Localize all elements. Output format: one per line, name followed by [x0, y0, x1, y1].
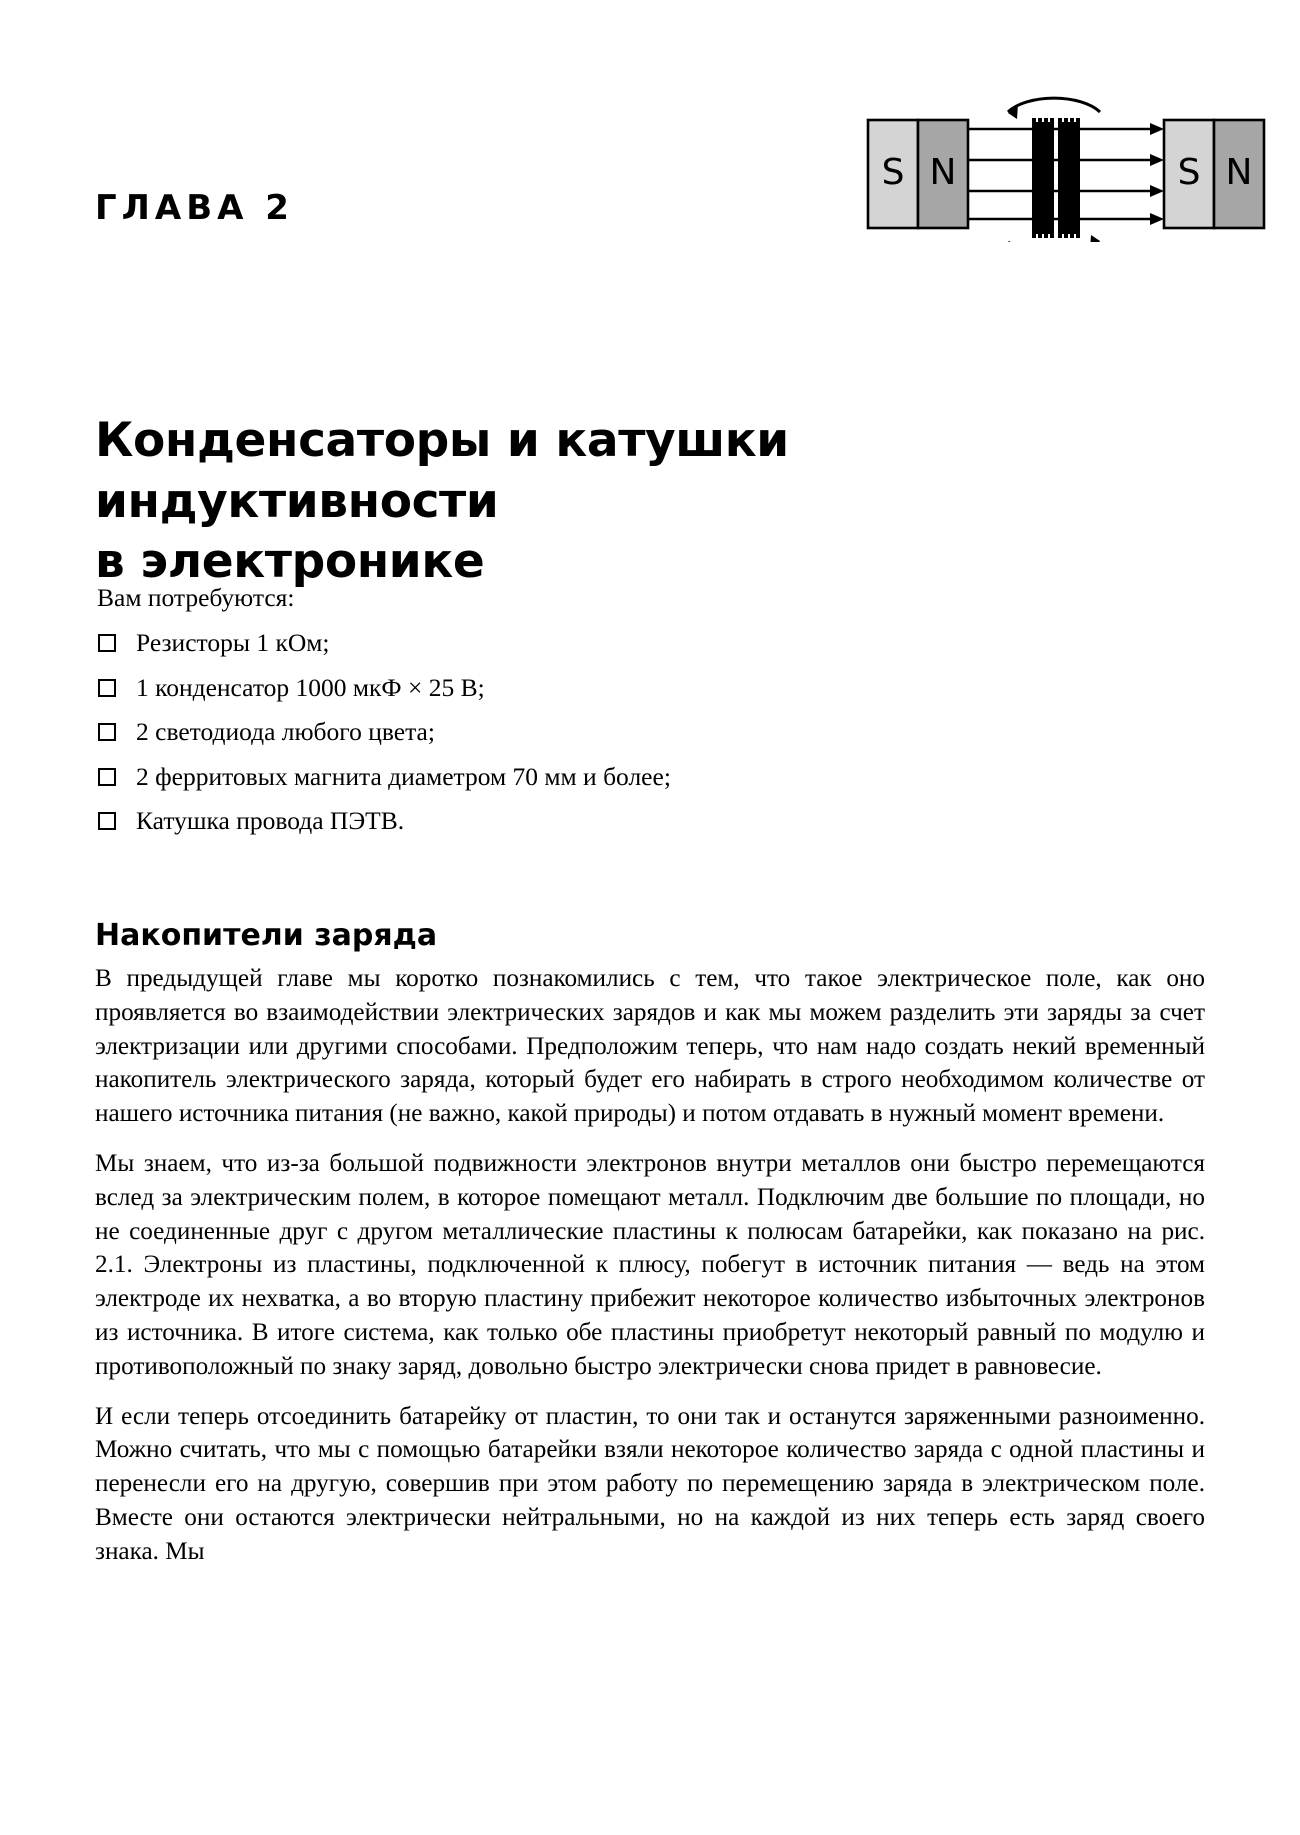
requirements-intro: Вам потребуются: — [97, 583, 295, 612]
rotation-arrow-bottom-head — [1090, 235, 1100, 242]
checkbox-icon — [98, 768, 116, 786]
list-item-label: 2 светодиода любого цвета; — [136, 717, 435, 746]
checkbox-icon — [98, 679, 116, 697]
requirements-list — [97, 630, 1047, 853]
list-item — [97, 630, 1047, 656]
field-arrowheads — [1150, 123, 1164, 225]
chapter-title — [95, 411, 1105, 591]
paragraph: И если теперь отсоединить батарейку от пластин, то они так и останутся заряженными разноименно. Можно считать, что мы с помощью батарейки взяли некоторое количество заряда с одной пластины и перенесли его на другую, совершив при этом работу по перемещению заряда в электрическом поле. Вместе они остаются электрически нейтральными, но на каждой из них теперь есть заряд своего знака. Мы — [95, 1402, 1205, 1565]
list-item — [97, 761, 1047, 791]
paragraph: Мы знаем, что из-за большой подвижности электронов внутри металлов они быстро перемещаются вслед за электрическим полем, в которое помещают металл. Подключим две большие по площади, но не соединенные друг с другом металлические пластины к полюсам батарейки, как показано на рис. 2.1. Электроны из пластины, подключенной к плюсу, побегут в источник питания — ведь на этом электроде их нехватка, а во вторую пластину прибежит некоторое количество избыточных электронов из источника. В итоге система, как только обе пластины приобретут некоторый равный по модулю и противоположный по знаку заряд, довольно быстро электрически снова придет в равновесие. — [95, 1149, 1205, 1380]
left-magnet-north-label: N — [929, 152, 957, 193]
list-item-label: 1 конденсатор 1000 мкФ × 25 В; — [136, 672, 485, 702]
list-item-label: Резисторы 1 кОм; — [136, 628, 330, 657]
checkbox-icon — [98, 634, 116, 652]
chapter-title-line-2: в электронике — [95, 533, 485, 589]
list-item — [97, 719, 1047, 745]
magnets-and-coil-figure — [860, 92, 1280, 242]
right-magnet — [1164, 120, 1264, 228]
section-heading: Накопители заряда — [95, 917, 438, 953]
checkbox-icon — [98, 723, 116, 741]
checkbox-icon — [98, 812, 116, 830]
paragraph: В предыдущей главе мы коротко познакомились с тем, что такое электрическое поле, как оно проявляется во взаимодействии электрических зарядов и как мы можем разделить эти заряды за счет электризации или другими способами. Предположим теперь, что нам надо создать некий временный накопитель электрического заряда, который будет его набирать в строго необходимом количестве от нашего источника питания (не важно, какой природы) и потом отдавать в нужный момент времени. — [95, 965, 1205, 1128]
right-magnet-north-label: N — [1225, 152, 1253, 193]
chapter-label: ГЛАВА 2 — [95, 188, 294, 228]
list-item-label: Катушка провода ПЭТВ. — [136, 806, 405, 835]
body-text — [95, 962, 1205, 1569]
list-item-label: 2 ферритовых магнита диаметром 70 мм и более; — [136, 761, 671, 791]
rotation-arrow-top — [1008, 98, 1100, 112]
right-magnet-south-label: S — [1177, 152, 1201, 193]
left-magnet-south-label: S — [881, 152, 905, 193]
list-item — [97, 808, 1047, 834]
chapter-title-line-1: Конденсаторы и катушки индуктивности — [95, 413, 789, 529]
left-magnet — [868, 120, 968, 228]
list-item — [97, 672, 1047, 702]
